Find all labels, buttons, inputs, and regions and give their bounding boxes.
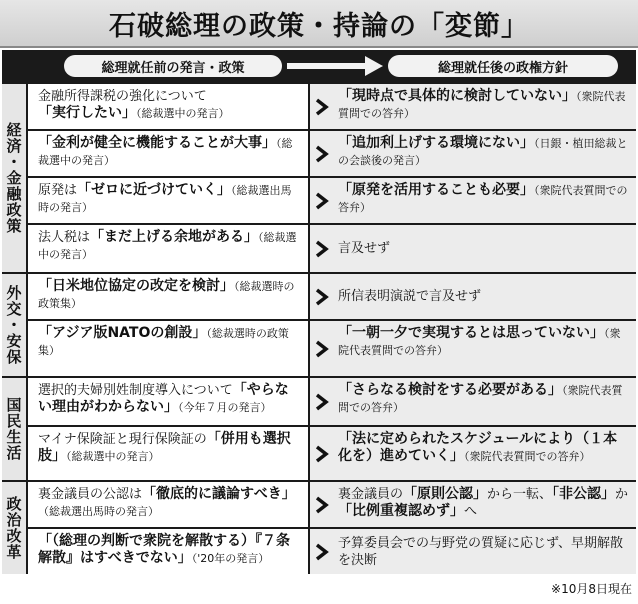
after-text <box>338 89 626 121</box>
header-after: 総理就任後の政権方針 <box>388 55 618 77</box>
source-note: （総裁選中の発言） <box>38 137 293 167</box>
source-note: （総裁選中の発言） <box>66 450 160 463</box>
source-note: （衆院代表質問での答弁） <box>464 450 591 463</box>
table-row <box>28 427 636 480</box>
section-label: 経済・金融政策 <box>4 122 23 234</box>
source-note: （衆院代表質問での答弁） <box>338 90 626 120</box>
chevron-right-icon <box>314 543 330 561</box>
after-text <box>338 288 481 305</box>
quote-text: 「さらなる検討をする必要がある」 <box>338 382 562 398</box>
after-cell <box>310 529 636 574</box>
after-cell <box>310 427 636 480</box>
table-row <box>28 225 636 272</box>
body-text: 選択的夫婦別姓制度導入について <box>38 383 233 398</box>
footnote: ※10月8日現在 <box>551 582 632 596</box>
before-cell <box>28 427 308 480</box>
table-row <box>28 321 636 376</box>
page-title: 石破総理の政策・持論の「変節」 <box>109 10 529 42</box>
section-label: 政治改革 <box>4 496 23 560</box>
body-text: 予算委員会での与野党の質疑に応じず、早期解散を決断 <box>338 535 623 568</box>
quote-text: 「実行したい」 <box>38 105 136 121</box>
body-text: へ <box>464 504 478 519</box>
source-note: （総裁選時の政策集） <box>38 280 295 310</box>
source-note: （総裁選時の政策集） <box>38 327 289 357</box>
header-before: 総理就任前の発言・政策 <box>64 55 282 77</box>
section-political-reform <box>2 482 26 574</box>
before-cell <box>28 131 308 176</box>
quote-text: 「金利が健全に機能することが大事」 <box>38 135 276 151</box>
before-cell <box>28 529 308 574</box>
before-cell <box>28 225 308 272</box>
table-header <box>28 50 636 82</box>
before-cell <box>28 321 308 376</box>
source-note: （日銀・植田総裁との会談後の発言） <box>338 137 628 167</box>
quote-text: 「一朝一夕で実現するとは思っていない」 <box>338 325 604 341</box>
source-note: （総裁選中の発言） <box>136 107 230 120</box>
quote-text: 「日米地位協定の改定を検討」 <box>38 278 234 294</box>
section-livelihood <box>2 378 26 480</box>
after-cell <box>310 178 636 223</box>
body-text: 裏金議員の <box>338 487 404 502</box>
source-note: （総裁選出馬時の発言） <box>38 184 292 214</box>
chevron-right-icon <box>314 496 330 514</box>
quote-text: 「原則公認」 <box>403 486 488 502</box>
after-cell <box>310 274 636 319</box>
chevron-right-icon <box>314 288 330 306</box>
table-row <box>28 131 636 176</box>
source-note: （'20年の発言） <box>191 552 270 565</box>
after-text <box>338 183 628 215</box>
chevron-right-icon <box>314 340 330 358</box>
after-text <box>338 383 623 415</box>
before-cell <box>28 274 308 319</box>
table-row <box>28 84 636 129</box>
source-note: （衆院代表質問での答弁） <box>338 327 621 357</box>
quote-text: 「アジア版NATOの創設」 <box>38 325 207 341</box>
quote-text: 「まだ上げる余地がある」 <box>90 229 259 245</box>
quote-text: 「現時点で具体的に検討していない」 <box>338 88 576 104</box>
after-cell <box>310 225 636 272</box>
chevron-right-icon <box>314 393 330 411</box>
table-row <box>28 529 636 574</box>
table-row <box>28 178 636 223</box>
title-bar <box>0 0 638 48</box>
section-label: 国民生活 <box>4 397 23 461</box>
section-diplomacy <box>2 274 26 376</box>
body-text: か <box>615 487 629 502</box>
body-text: 金融所得課税の強化について <box>38 89 207 104</box>
table-row <box>28 274 636 319</box>
after-cell <box>310 482 636 527</box>
quote-text: 「法に定められたスケジュールにより（１本化を）進めていく」 <box>338 431 618 464</box>
before-cell <box>28 378 308 425</box>
right-arrow-icon <box>285 55 385 77</box>
chevron-right-icon <box>314 445 330 463</box>
source-note: （総裁選中の発言） <box>38 231 297 261</box>
source-note: （衆院代表質問での答弁） <box>338 184 628 214</box>
after-text <box>338 487 628 519</box>
after-text <box>338 136 628 168</box>
section-economy <box>2 84 26 272</box>
body-text: から一転、 <box>487 487 553 502</box>
body-text: 裏金議員の公認は <box>38 487 143 502</box>
after-cell <box>310 84 636 129</box>
body-text: 法人税は <box>38 230 91 245</box>
chevron-right-icon <box>314 98 330 116</box>
quote-text: 「やらない理由がわからない」 <box>38 382 289 415</box>
quote-text: 「非公認」 <box>552 486 616 502</box>
before-cell <box>28 482 308 527</box>
body-text: 言及せず <box>338 241 391 256</box>
after-text <box>338 535 630 569</box>
after-cell <box>310 321 636 376</box>
quote-text: 「比例重複認めず」 <box>338 503 464 519</box>
after-cell <box>310 378 636 425</box>
policy-table <box>2 50 636 574</box>
body-text: 原発は <box>38 183 78 198</box>
chevron-right-icon <box>314 192 330 210</box>
body-text: マイナ保険証と現行保険証の <box>38 432 207 447</box>
section-label: 外交・安保 <box>4 285 23 365</box>
source-note: （今年７月の発言） <box>178 401 272 414</box>
quote-text: 「併用も選択肢」 <box>38 431 291 464</box>
after-cell <box>310 131 636 176</box>
table-row <box>28 482 636 527</box>
before-cell <box>28 178 308 223</box>
body-text: 所信表明演説で言及せず <box>338 289 482 304</box>
after-text <box>338 326 621 358</box>
quote-text: 「（総理の判断で衆院を解散する）『７条解散』はすべきでない」 <box>38 533 290 566</box>
quote-text: 「追加利上げする環境にない」 <box>338 135 534 151</box>
quote-text: 「徹底的に議論すべき」 <box>142 486 296 502</box>
table-row <box>28 378 636 425</box>
before-cell <box>28 84 308 129</box>
source-note: （衆院代表質問での答弁） <box>338 384 623 414</box>
chevron-right-icon <box>314 240 330 258</box>
after-text <box>338 432 617 464</box>
after-text <box>338 240 390 257</box>
quote-text: 「ゼロに近づけていく」 <box>77 182 232 198</box>
chevron-right-icon <box>314 145 330 163</box>
quote-text: 「原発を活用することも必要」 <box>338 182 534 198</box>
source-note: （総裁選出馬時の発言） <box>38 505 159 518</box>
